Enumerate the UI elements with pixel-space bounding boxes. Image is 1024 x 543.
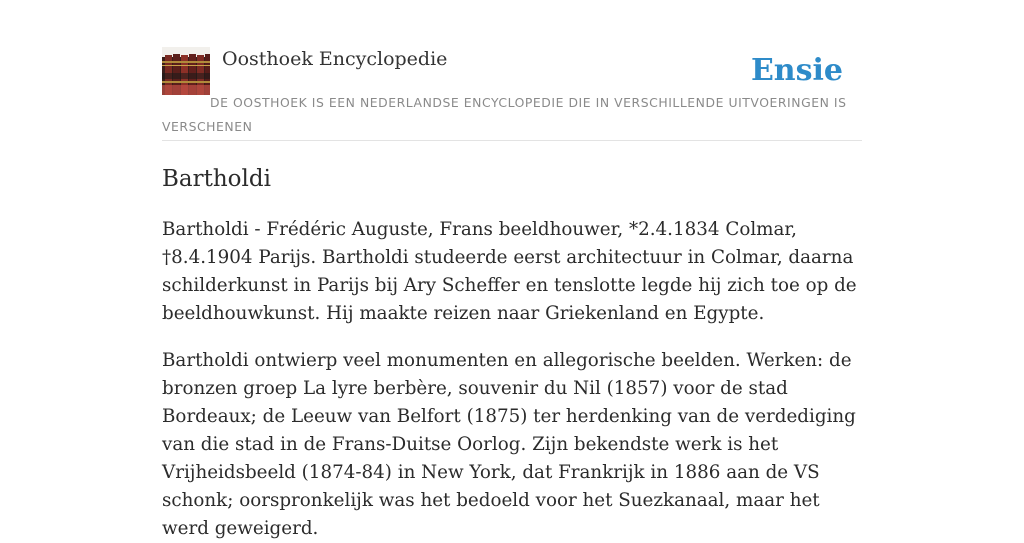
encyclopedia-avatar[interactable] [162, 47, 210, 95]
site-title[interactable]: Oosthoek Encyclopedie [222, 48, 448, 70]
article-paragraph: Bartholdi - Frédéric Auguste, Frans beeldhouwer, *2.4.1834 Colmar, †8.4.1904 Parijs. Bartholdi studeerde eerst architectuur in Colmar, daarna schilderkunst in Parijs bij Ary Scheffer en tenslotte legde hij zich toe op de beeldhouwkunst. Hij maakte reizen naar Griekenland en Egypte. [162, 219, 857, 324]
site-header [162, 46, 862, 141]
article-title: Bartholdi [162, 166, 271, 192]
article-paragraph: Bartholdi ontwierp veel monumenten en allegorische beelden. Werken: de bronzen groep La lyre berbère, souvenir du Nil (1857) voor de stad Bordeaux; de Leeuw van Belfort (1875) ter herdenking van de verdediging van die stad in de Frans-Duitse Oorlog. Zijn bekendste werk is het Vrijheidsbeeld (1874-84) in New York, dat Frankrijk in 1886 aan de VS schonk; oorspronkelijk was het bedoeld voor het Suezkanaal, maar het werd geweigerd. [162, 350, 856, 539]
book-spines-icon [162, 47, 210, 95]
brand-logo[interactable]: Ensie [750, 53, 843, 88]
site-tagline: DE OOSTHOEK IS EEN NEDERLANDSE ENCYCLOPEDIE DIE IN VERSCHILLENDE UITVOERINGEN IS VERSCHENEN [162, 95, 847, 134]
